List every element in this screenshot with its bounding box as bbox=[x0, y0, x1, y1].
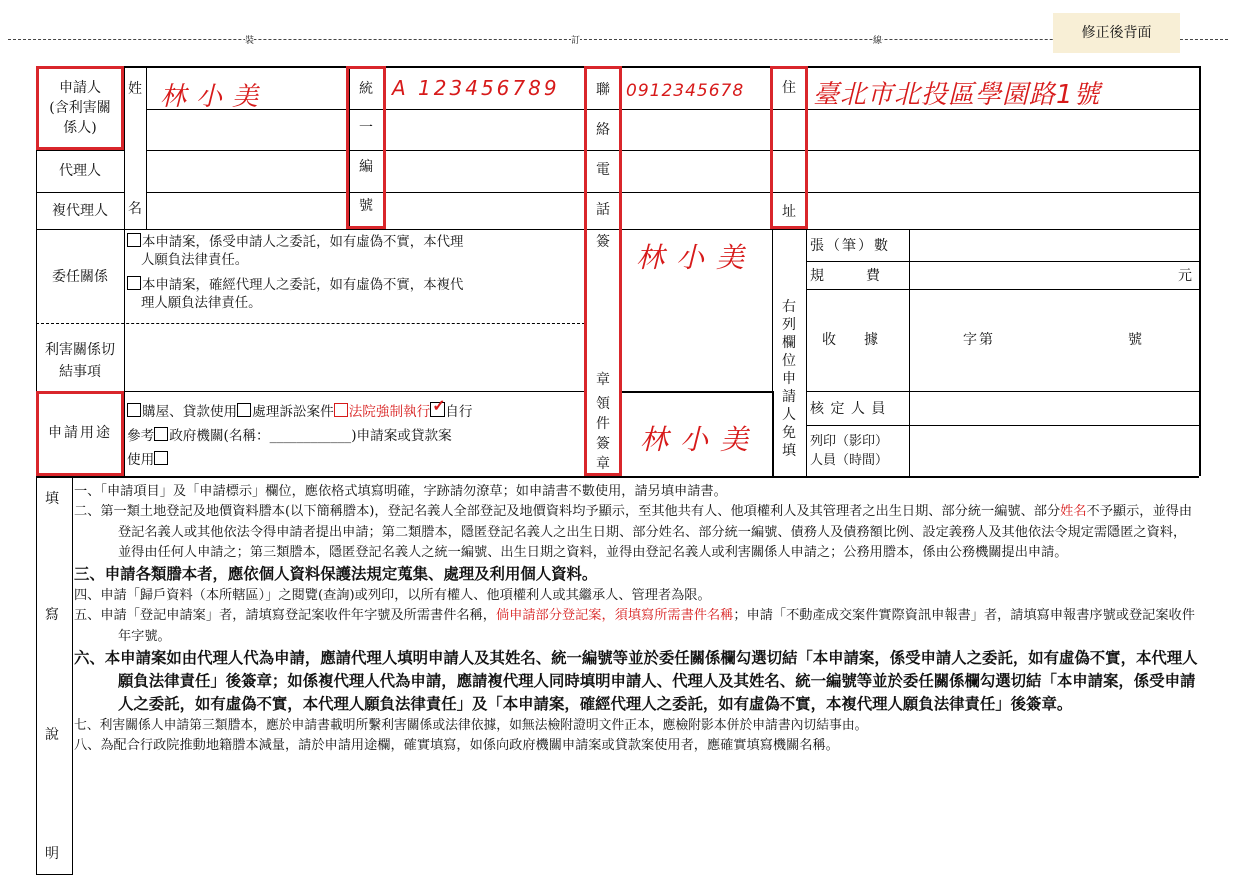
agent-label: 代理人 bbox=[59, 163, 101, 179]
instruction-item-4: 四、申請「歸戶資料（本所轄區）」之閱覽(查詢)或列印，以所有權人、他項權利人或其繼承人、管理者為限。 bbox=[74, 588, 711, 604]
phone-label: 聯絡電話 bbox=[596, 82, 610, 218]
checkbox-icon[interactable] bbox=[334, 403, 348, 417]
checkbox-icon[interactable] bbox=[154, 451, 168, 465]
purpose-line-3[interactable]: 使用 bbox=[127, 451, 169, 469]
checkbox-icon[interactable] bbox=[154, 427, 168, 441]
delegation-option-2-cont: 理人願負法律責任。 bbox=[141, 296, 262, 311]
purpose-label: 申請用途 bbox=[48, 425, 112, 441]
address-label-top: 住 bbox=[782, 80, 796, 96]
signature-value: 林小美 bbox=[636, 241, 757, 274]
cut-line bbox=[8, 39, 1228, 40]
checkbox-icon[interactable] bbox=[127, 233, 141, 247]
instructions-side-3: 說 bbox=[45, 727, 59, 743]
name-label-bottom: 名 bbox=[128, 201, 142, 217]
purpose-line-1[interactable]: 購屋、貸款使用 處理訴訟案件 法院強制執行 ✓ 自行 bbox=[127, 402, 472, 421]
receiver-signature-value: 林小美 bbox=[640, 423, 761, 456]
receipt-label: 收 據 bbox=[822, 332, 878, 348]
instruction-item-3: 三、申請各類謄本者，應依個人資料保護法規定蒐集、處理及利用個人資料。 bbox=[74, 565, 598, 584]
version-tag: 修正後背面 bbox=[1053, 13, 1180, 53]
delegation-option-1-cont: 人願負法律責任。 bbox=[141, 253, 249, 268]
instruction-item-8: 八、為配合行政院推動地籍謄本減量，請於申請用途欄，確實填寫，如係向政府機關申請案或貸款案使用者，應確實填寫機關名稱。 bbox=[74, 738, 839, 754]
instruction-item-7: 七、利害關係人申請第三類謄本，應於申請書載明所繫利害關係或法律依據，如無法檢附證明文件正本，應檢附影本併於申請書內切結事由。 bbox=[74, 718, 868, 734]
receipt-char: 字第 bbox=[963, 332, 995, 348]
applicant-name-value: 林小美 bbox=[160, 82, 269, 112]
receive-label: 領件簽章 bbox=[596, 396, 610, 472]
instruction-item-6: 六、本申請案如由代理人代為申請，應請代理人填明申請人及其姓名、統一編號等並於委任關係欄勾選切結「本申請案，係受申請人之委託，如有虛偽不實，本代理人願負法律責任」後簽章；如係複代理人代為申請，應請複代理人同時填明申請人、代理人及其姓名、統一編號等並於委任關係欄勾選切結「本申請案，係受申請人之委託，如有虛偽不實，本代理人願負法律責任」及「本申請案，確經代理人之委託，如有虛偽不實，本複代理人願負法律責任」後簽章。 bbox=[74, 649, 1198, 714]
instructions-side-2: 寫 bbox=[45, 607, 59, 623]
checkbox-icon[interactable] bbox=[237, 403, 251, 417]
instruction-item-2: 二、第一類土地登記及地價資料謄本(以下簡稱謄本)，登記名義人全部登記及地價資料均予顯示，至其他共有人、他項權利人及其管理者之出生日期、部分統一編號、部分姓名不予顯示，並得由登記名義人或其他依法令得申請者提出申請；第二類謄本，隱匿登記名義人之出生日期、部分姓名、部分統一編號、債務人及債務額比例、設定義務人及其他依法令規定需隱匿之資料，並得由任何人申請之；第三類謄本，隱匿登記名義人之統一編號、出生日期之資料，並得由登記名義人或利害關係人申請之；公務用謄本，係由公務機關提出申請。 bbox=[74, 504, 1193, 560]
name-label-top: 姓 bbox=[128, 81, 142, 97]
checkbox-icon[interactable] bbox=[127, 276, 141, 290]
cut-char-3: 線 bbox=[873, 32, 882, 50]
instructions-side-1: 填 bbox=[45, 491, 59, 507]
address-label-bottom: 址 bbox=[782, 204, 796, 220]
sign-label-bottom: 章 bbox=[596, 372, 610, 388]
sub-agent-label: 複代理人 bbox=[52, 203, 108, 219]
cut-char-1: 裝 bbox=[245, 32, 254, 50]
delegation-option-2[interactable]: 本申請案，確經代理人之委託，如有虛偽不實，本複代 bbox=[127, 276, 463, 295]
delegation-option-1[interactable]: 本申請案，係受申請人之委託，如有虛偽不實，本代理 bbox=[127, 233, 463, 252]
applicant-address-value: 臺北市北投區學園路1號 bbox=[813, 80, 1101, 110]
fee-label: 規 費 bbox=[810, 268, 880, 284]
cut-char-2: 訂 bbox=[571, 32, 580, 50]
applicant-phone-value: 0912345678 bbox=[626, 81, 745, 101]
fee-unit: 元 bbox=[1178, 268, 1192, 284]
id-label: 統一編號 bbox=[359, 81, 373, 214]
instructions-border bbox=[36, 476, 73, 875]
receipt-number: 號 bbox=[1128, 332, 1142, 348]
sign-label-top: 簽 bbox=[596, 234, 610, 250]
checked-icon[interactable]: ✓ bbox=[432, 396, 446, 415]
office-use-label: 右列欄位申請人免填 bbox=[782, 299, 796, 459]
checkbox-icon[interactable] bbox=[127, 403, 141, 417]
purpose-line-2[interactable]: 參考 政府機關(名稱：____________)申請案或貸款案 bbox=[127, 428, 452, 444]
instruction-item-5: 五、申請「登記申請案」者，請填寫登記案收件年字號及所需書件名稱，倘申請部分登記案，須填寫所需書件名稱；申請「不動產成交案件實際資訊申報書」者，請填寫申報書序號或登記案收件年字號。 bbox=[74, 608, 1195, 644]
applicant-label: 申請人 (含利害關 係人) bbox=[49, 80, 111, 136]
interest-label: 利害關係切 結事項 bbox=[45, 342, 115, 380]
instructions-side-4: 明 bbox=[45, 846, 59, 862]
applicant-id-value: A 123456789 bbox=[392, 76, 560, 100]
instruction-item-1: 一、「申請項目」及「申請標示」欄位，應依格式填寫明確，字跡請勿潦草；如申請書不數使用，請另填申請書。 bbox=[74, 484, 727, 499]
approver-label: 核 定 人 員 bbox=[810, 401, 887, 417]
instructions-list bbox=[74, 482, 1199, 757]
delegation-label: 委任關係 bbox=[52, 269, 108, 285]
printer-label: 列印（影印） 人員（時間） bbox=[810, 434, 889, 468]
count-label: 張（筆）數 bbox=[810, 238, 890, 254]
